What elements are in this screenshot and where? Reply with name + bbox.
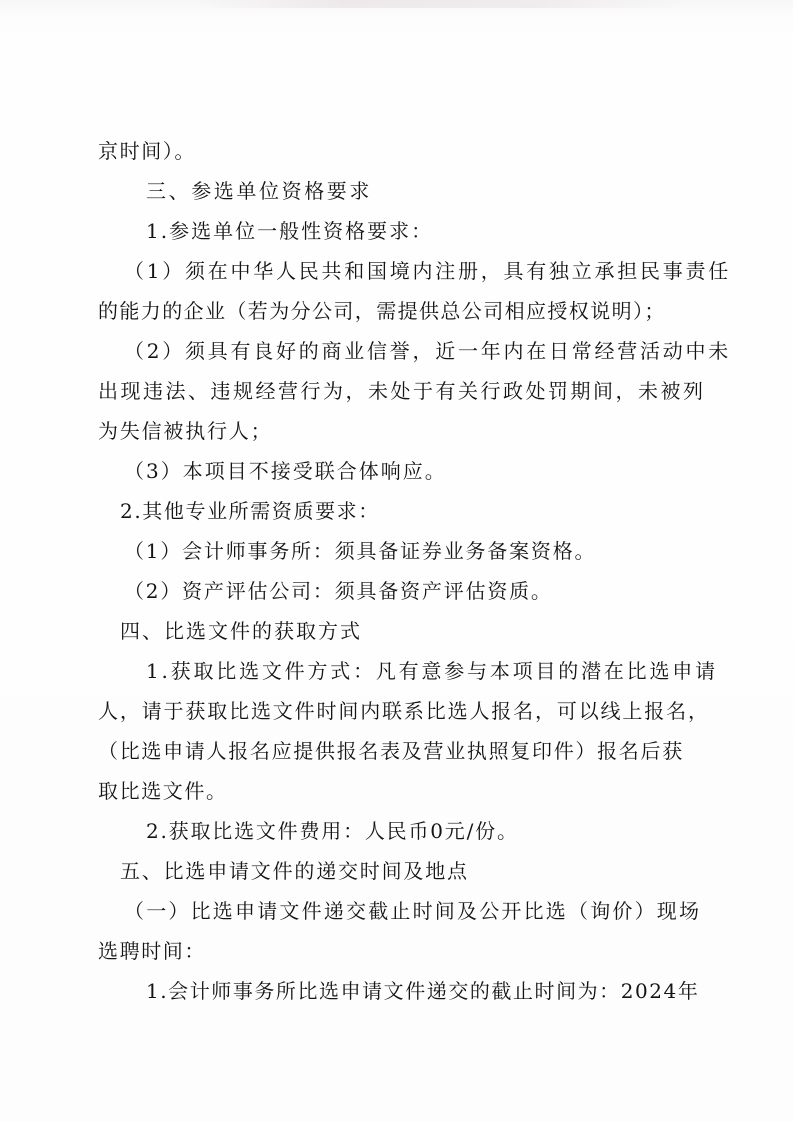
text-line: （一）比选申请文件递交截止时间及公开比选（询价）现场 (124, 899, 702, 923)
subheading-3-2: 2.其他专业所需资质要求： (120, 499, 380, 523)
text-line: 取比选文件。 (98, 779, 228, 803)
text-line: 的能力的企业（若为分公司，需提供总公司相应授权说明）； (98, 299, 666, 323)
text-line-continuation: 京时间）。 (98, 139, 196, 163)
text-line: 人，请于获取比选文件时间内联系比选人报名，可以线上报名， (98, 699, 710, 723)
text-line: 2.获取比选文件费用：人民币0元/份。 (146, 819, 519, 843)
section-heading-3: 三、参选单位资格要求 (146, 179, 372, 203)
scan-edge-smudge (200, 0, 680, 8)
text-line: 出现违法、违规经营行为，未处于有关行政处罚期间，未被列 (98, 379, 706, 403)
text-line: （比选申请人报名应提供报名表及营业执照复印件）报名后获 (98, 739, 684, 763)
text-line: （3）本项目不接受联合体响应。 (124, 459, 447, 483)
text-line: 1.获取比选文件方式：凡有意参与本项目的潜在比选申请 (146, 659, 718, 683)
text-line: （1）会计师事务所：须具备证券业务备案资格。 (124, 539, 597, 563)
text-line: 1.会计师事务所比选申请文件递交的截止时间为：2024年 (146, 979, 700, 1003)
text-line: （2）资产评估公司：须具备资产评估资质。 (124, 579, 553, 603)
section-heading-5: 五、比选申请文件的递交时间及地点 (120, 859, 469, 883)
text-line: （2）须具有良好的商业信誉，近一年内在日常经营活动中未 (124, 339, 731, 363)
section-heading-4: 四、比选文件的获取方式 (120, 619, 362, 643)
text-line: 为失信被执行人； (98, 419, 273, 443)
subheading-3-1: 1.参选单位一般性资格要求： (146, 219, 434, 243)
text-line: 选聘时间： (98, 939, 206, 963)
text-line: （1）须在中华人民共和国境内注册，具有独立承担民事责任 (124, 259, 731, 283)
